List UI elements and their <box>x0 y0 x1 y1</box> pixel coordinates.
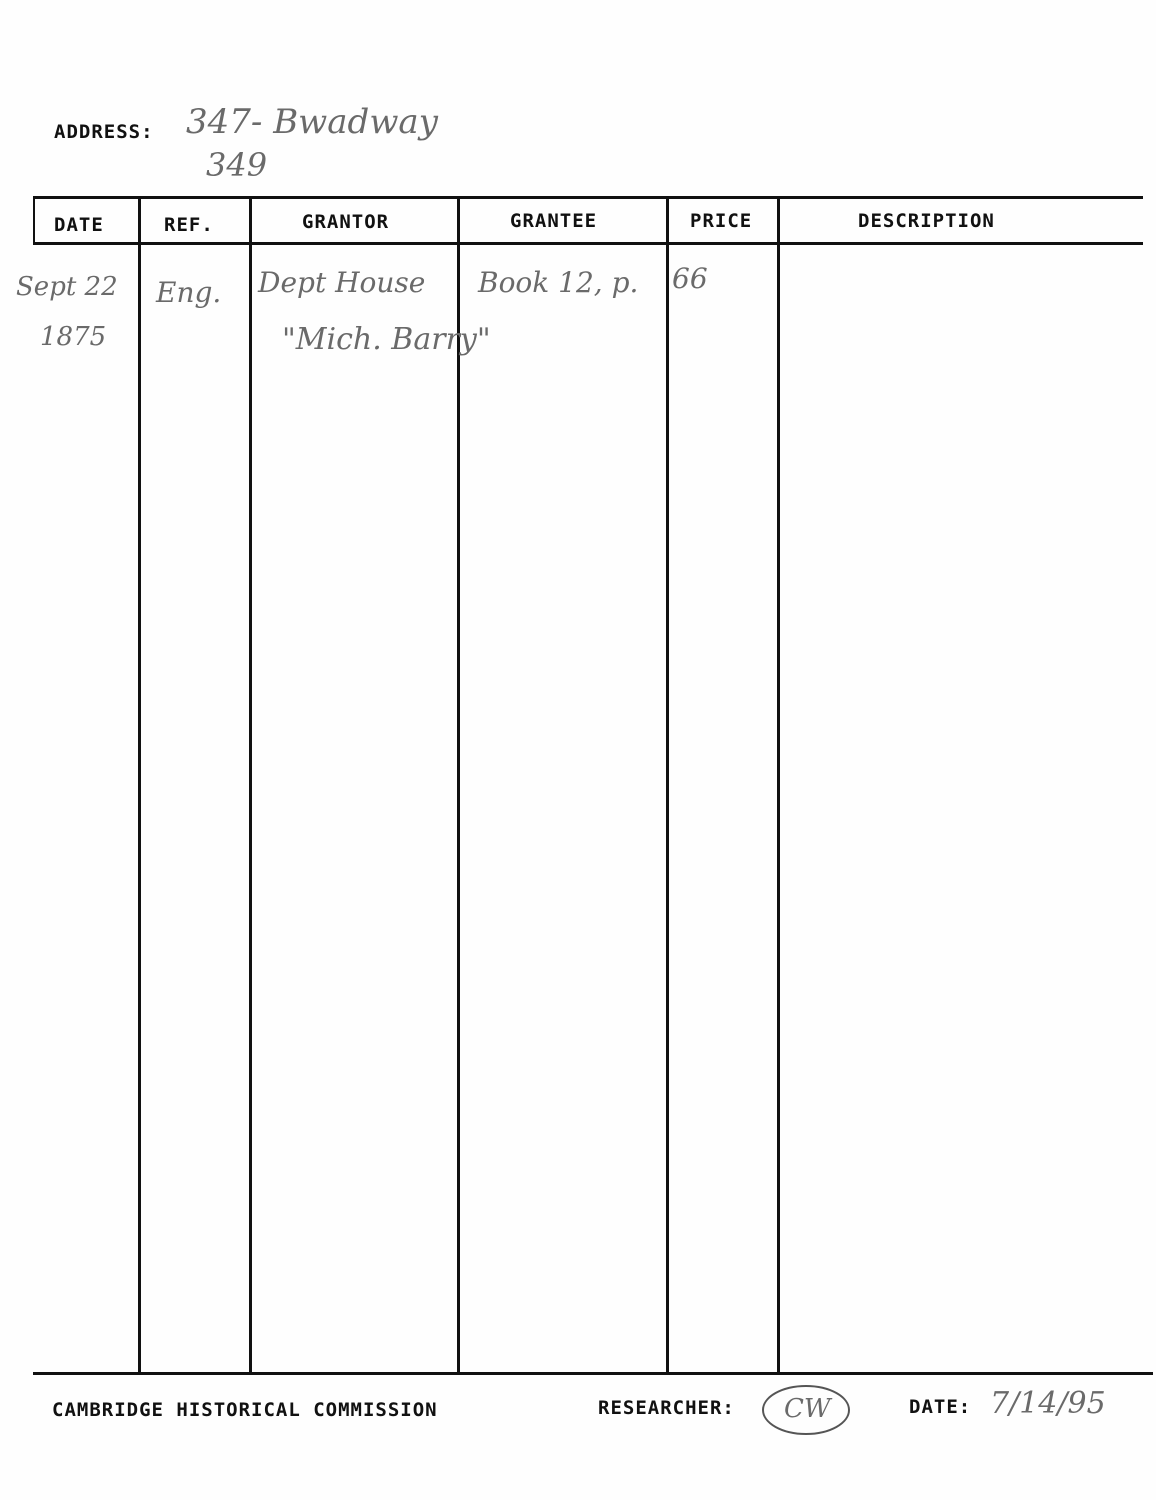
researcher-label: RESEARCHER: <box>598 1397 735 1419</box>
column-header-price: PRICE <box>690 210 753 232</box>
column-header-description: DESCRIPTION <box>858 210 995 232</box>
entry-grantor: Dept House <box>258 266 426 299</box>
entry-date-line-1: Sept 22 <box>16 272 118 302</box>
column-header-grantor: GRANTOR <box>302 211 390 233</box>
column-header-grantee: GRANTEE <box>510 210 598 232</box>
commission-name: CAMBRIDGE HISTORICAL COMMISSION <box>52 1399 438 1421</box>
entry-ref: Eng. <box>156 276 222 309</box>
column-header-date: DATE <box>54 214 104 236</box>
footer-date-value: 7/14/95 <box>990 1386 1106 1421</box>
address-line-1: 347- Bwadway <box>186 102 438 142</box>
column-header-ref: REF. <box>164 214 214 236</box>
researcher-initials: CW <box>784 1394 831 1424</box>
address-line-2: 349 <box>206 146 268 184</box>
entry-grantee: Book 12, p. <box>478 266 639 299</box>
address-label: ADDRESS: <box>54 121 154 143</box>
footer-date-label: DATE: <box>909 1396 972 1418</box>
entry-note: "Mich. Barry" <box>282 322 491 357</box>
entry-date-line-2: 1875 <box>40 322 107 352</box>
entry-price: 66 <box>672 262 708 295</box>
